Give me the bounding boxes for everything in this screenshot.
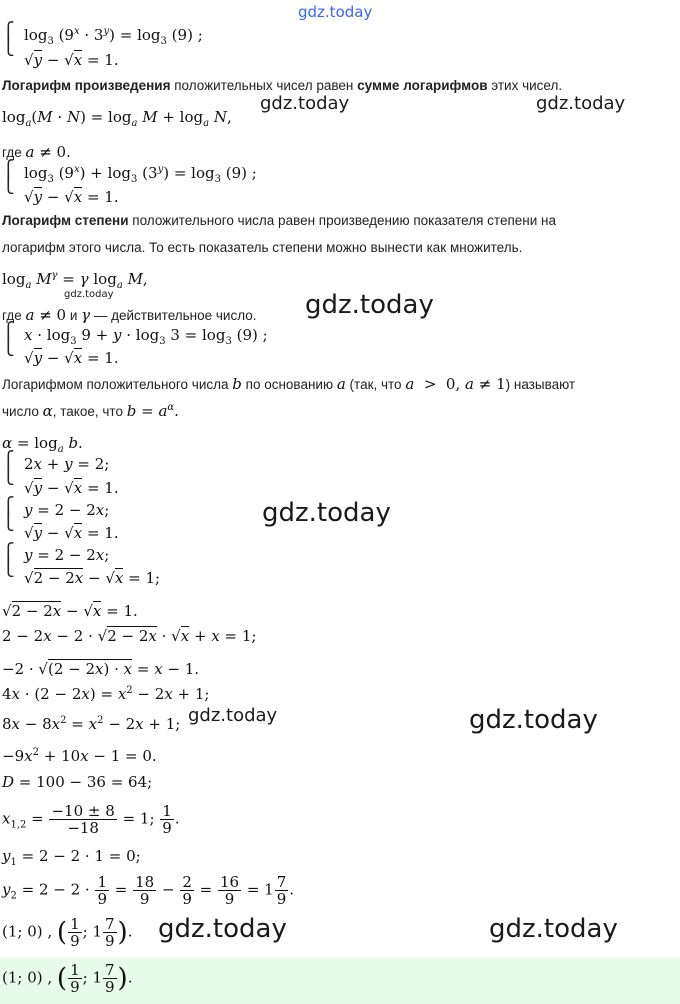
answer: (1; 0) , ( $\frac{1}{9}$ ; 1 $\frac{7}{9}$ ). (2, 915, 133, 950)
formula: $\log_a M^\gamma = \gamma$ $\log_a M$, (2, 270, 148, 291)
formula: $\alpha = \log_a b$. (2, 434, 83, 455)
equation: $-9x^2 + 10x - 1 = 0$. (2, 747, 157, 765)
equation: $x \cdot \log_3 9 + y \cdot \log_3 3 = \log_3 (9)$ ; (24, 326, 268, 347)
equation: y = 2 − 2x; (24, 501, 110, 519)
system-brace: ⎧ ⎩ (2, 322, 15, 357)
equation: $y_1 = 2 - 2 \cdot 1 = 0$; (2, 847, 141, 868)
watermark: gdz.today (305, 290, 434, 320)
equation: $8x - 8x^2 = x^2 - 2x + 1$; (2, 715, 181, 733)
system-brace: ⎧ ⎩ (2, 22, 15, 57)
system-brace: ⎧ ⎩ (2, 497, 15, 532)
watermark: gdz.today (188, 705, 278, 726)
equation: √y − √x = 1. (24, 188, 119, 206)
system-brace: ⎧ ⎩ (2, 451, 15, 486)
definition-text: Логарифмом положительного числа b по основанию a (так, что a > 0, a ≠ 1) называют (2, 375, 576, 393)
equation: √2 − 2x − √x = 1. (2, 602, 138, 620)
equation: √y − √x = 1. (24, 524, 119, 542)
rule-text: Логарифм степени положительного числа равен произведению показателя степени на (2, 213, 556, 228)
watermark: gdz.today (64, 289, 114, 300)
equation: √y − √x = 1. (24, 51, 119, 69)
formula: $\log_a(M \cdot N) = \log_a M + \log_a N$, (2, 108, 232, 129)
definition-text: число α, такое, что $b = a^\alpha$. (2, 402, 179, 420)
watermark: gdz.today (262, 498, 391, 528)
watermark: gdz.today (536, 93, 626, 114)
final-answer: (1; 0) , ( $\frac{1}{9}$ ; 1 $\frac{7}{9}$ ). (2, 961, 133, 996)
equation: $x_{1,2}$ = $\frac{-10 \pm 8}{-18}$ = 1; $\frac{1}{9}$ . (2, 802, 180, 837)
equation: D = 100 − 36 = 64; (2, 773, 153, 791)
system-brace: ⎧ ⎩ (2, 543, 15, 578)
equation: √y − √x = 1. (24, 349, 119, 367)
rule-text: Логарифм произведения положительных чисел равен сумме логарифмов этих чисел. (2, 78, 563, 93)
equation: $\log_3 (9^x \cdot 3^y) = \log_3 (9)$ ; (24, 26, 203, 47)
equation: −2 · √(2 − 2x) · x = x − 1. (2, 660, 200, 678)
watermark: gdz.today (158, 914, 287, 944)
watermark: gdz.today (469, 705, 598, 735)
condition-text: где a ≠ 0. (2, 143, 71, 161)
equation: √y − √x = 1. (24, 479, 119, 497)
rule-text: логарифм этого числа. То есть показатель степени можно вынести как множитель. (2, 240, 523, 255)
system-brace: ⎧ ⎩ (2, 160, 15, 195)
equation: 2 − 2x − 2 · √2 − 2x · √x + x = 1; (2, 627, 257, 645)
watermark: gdz.today (489, 914, 618, 944)
equation: $\log_3 (9^x) + \log_3 (3^y) = \log_3 (9)$ ; (24, 164, 257, 185)
equation: √2 − 2x − √x = 1; (24, 569, 161, 587)
watermark: gdz.today (260, 93, 350, 114)
equation: 2x + y = 2; (24, 455, 110, 473)
watermark-top: gdz.today (298, 3, 373, 21)
equation: y = 2 − 2x; (24, 546, 110, 564)
equation: $y_2 = 2 - 2$ · $\frac{1}{9}$ = $\frac{18}{9}$ − $\frac{2}{9}$ = $\frac{16}{9}$ = 1 $\frac{7}{9}$ . (2, 873, 295, 908)
equation: $4x \cdot (2 - 2x) = x^2 - 2x + 1$; (2, 685, 210, 703)
condition-text: где a ≠ 0 и γ — действительное число. (2, 306, 257, 324)
